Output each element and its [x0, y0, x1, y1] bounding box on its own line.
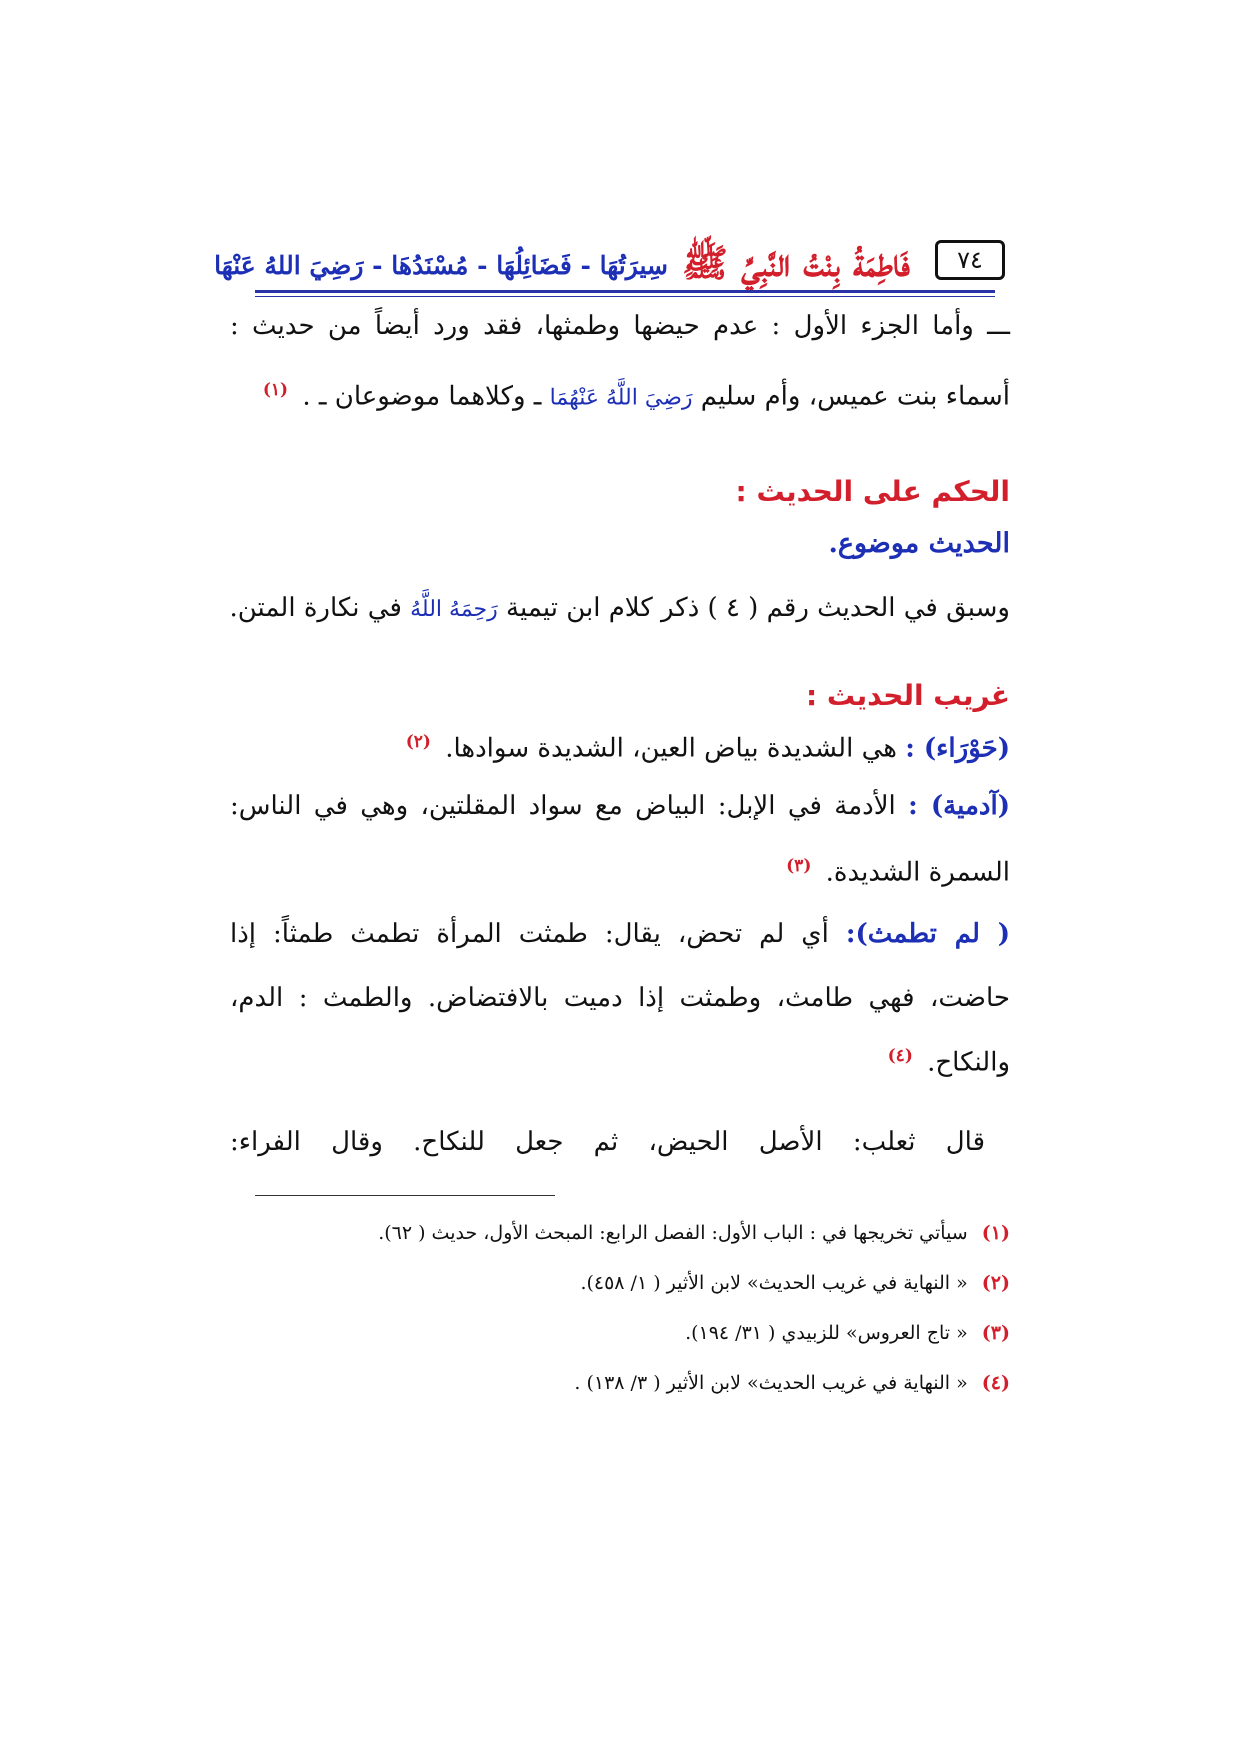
footnote-ref-2: (٢)	[405, 732, 431, 752]
term-tatmuth-cont-1: حاضت، فهي طامث، وطمثت إذا دميت بالافتضاض. والطمث : الدم،	[230, 983, 1010, 1013]
footnote-text: « النهاية في غريب الحديث» لابن الأثير ( ١/ ٤٥٨).	[580, 1272, 968, 1294]
footnote-3	[230, 1318, 1010, 1348]
section-heading-ruling: الحكم على الحديث :	[735, 475, 1010, 508]
body-line-last: قال ثعلب: الأصل الحيض، ثم جعل للنكاح. وقال الفراء:	[230, 1127, 985, 1157]
ruling-verdict: الحديث موضوع.	[828, 528, 1010, 559]
footnote-2	[230, 1268, 1010, 1298]
term-hawra-line	[230, 722, 1010, 769]
page-number	[935, 240, 1005, 280]
footnote-text: سيأتي تخريجها في : الباب الأول: الفصل الرابع: المبحث الأول، حديث ( ٦٢).	[378, 1222, 968, 1244]
footnote-separator	[255, 1195, 555, 1196]
footnote-number: (٣)	[981, 1322, 1010, 1344]
footnote-1	[230, 1218, 1010, 1248]
footnote-ref-1: (١)	[262, 380, 289, 400]
body-line-2	[230, 370, 1010, 419]
body-line-2-text: أسماء بنت عميس، وأم سليم	[700, 381, 1010, 412]
term-tatmuth-definition: أي لم تحض، يقال: طمثت المرأة تطمث طمثاً: إذا	[230, 919, 829, 949]
term-adamiyya-cont	[230, 846, 1010, 893]
honorific-rahimahu: رَحِمَهُ اللَّهُ	[410, 597, 498, 622]
term-adamiyya: (آدمية) :	[908, 791, 1010, 821]
term-hawra-definition: هي الشديدة بياض العين، الشديدة سوادها.	[445, 733, 897, 764]
honorific-radiya: رَضِيَ اللَّهُ عَنْهُمَا	[549, 385, 693, 411]
footnote-number: (٤)	[981, 1372, 1010, 1394]
book-subtitle: سِيرَتُهَا - فَضَائِلُهَا - مُسْنَدُهَا - رَضِيَ اللهُ عَنْهَا	[214, 250, 668, 280]
term-adamiyya-continuation: السمرة الشديدة.	[825, 857, 1010, 888]
term-adamiyya-definition: الأدمة في الإبل: البياض مع سواد المقلتين، وهي في الناس:	[230, 791, 896, 821]
body-line-2-end: ـ وكلاهما موضوعان ـ .	[302, 381, 542, 412]
footnote-text: « النهاية في غريب الحديث» لابن الأثير ( ٣/ ١٣٨) .	[574, 1372, 968, 1394]
term-tatmuth-continuation: والنكاح.	[927, 1047, 1010, 1078]
book-title: فَاطِمَةُ بِنْتُ النَّبِيِّ ﷺ	[682, 240, 910, 285]
section-heading-gharib: غريب الحديث :	[805, 679, 1010, 712]
footnote-text: « تاج العروس» للزبيدي ( ٣١/ ١٩٤).	[685, 1322, 968, 1344]
header-rule-thin	[255, 296, 995, 297]
body-line-3-end: في نكارة المتن.	[229, 593, 402, 623]
term-adamiyya-line	[230, 786, 1010, 826]
body-line-1: ـــ وأما الجزء الأول : عدم حيضها وطمثها، فقد ورد أيضاً من حديث :	[230, 311, 1010, 341]
header-rule	[255, 290, 995, 293]
term-tatmuth-line	[230, 914, 1010, 954]
term-tatmuth-cont-2	[230, 1036, 1010, 1083]
footnote-4	[230, 1368, 1010, 1398]
term-hawra: (حَوْرَاء) :	[905, 733, 1010, 764]
footnote-ref-4: (٤)	[887, 1046, 913, 1066]
body-line-3-text: وسبق في الحديث رقم ( ٤ ) ذكر كلام ابن تيمية	[506, 593, 1010, 623]
term-tatmuth: ( لم تطمث):	[845, 919, 1011, 949]
footnote-ref-3: (٣)	[786, 856, 812, 876]
body-line-3	[230, 588, 1010, 630]
footnote-number: (١)	[981, 1222, 1010, 1244]
footnote-number: (٢)	[981, 1272, 1010, 1294]
running-head	[214, 226, 910, 285]
page-number-text: ٧٤	[957, 246, 983, 274]
